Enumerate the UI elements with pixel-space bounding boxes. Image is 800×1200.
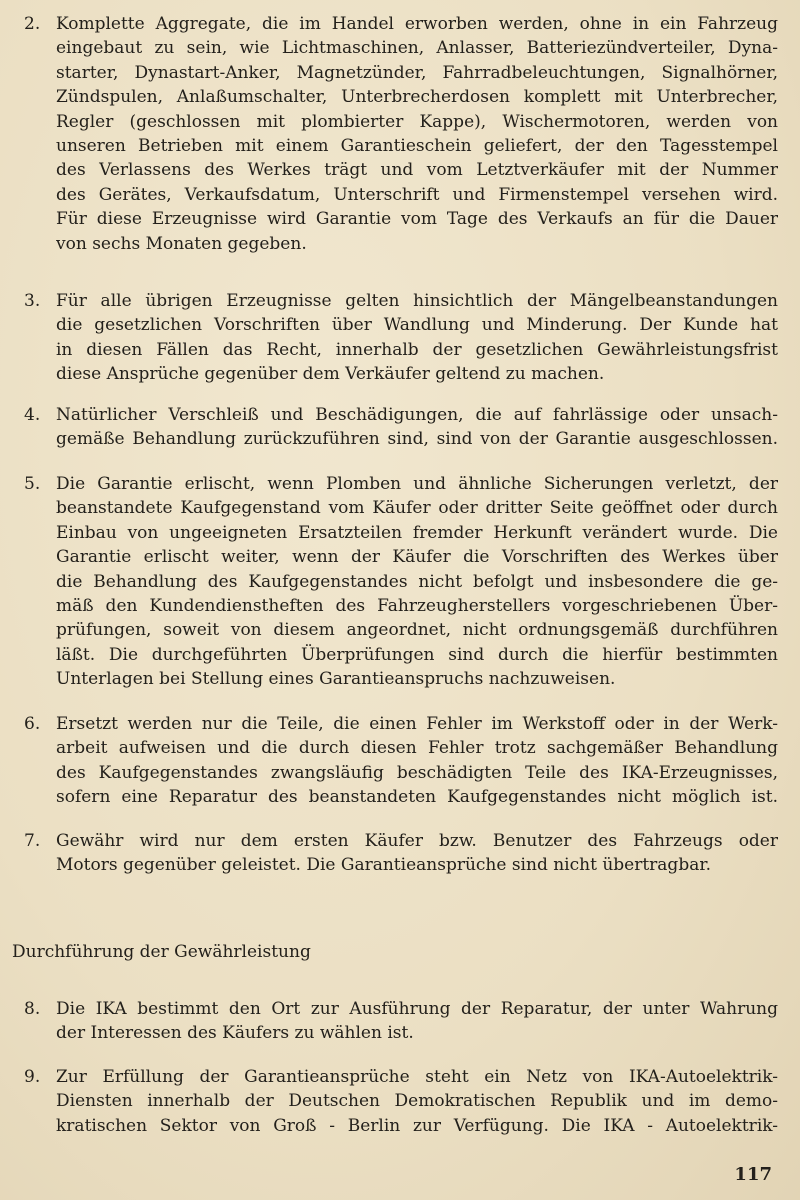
- page-number: 117: [734, 1164, 772, 1185]
- text-line: Zündspulen, Anlaßumschalter, Unterbrecherdosen komplett mit Unterbrecher,: [56, 87, 778, 108]
- text-line: prüfungen, soweit von diesem angeordnet, nicht ordnungsgemäß durchführen: [56, 620, 778, 641]
- item-number: 5.: [24, 474, 41, 494]
- text-line: in diesen Fällen das Recht, innerhalb der gesetzlichen Gewährleistungsfrist: [56, 339, 778, 360]
- text-line: Unterlagen bei Stellung eines Garantieanspruchs nachzuweisen.: [56, 669, 616, 690]
- text-line: mäß den Kundendienstheften des Fahrzeugherstellers vorgeschriebenen Über-: [56, 596, 778, 617]
- text-line: diese Ansprüche gegenüber dem Verkäufer geltend zu machen.: [56, 364, 605, 385]
- text-line: Gewähr wird nur dem ersten Käufer bzw. Benutzer des Fahrzeugs oder: [56, 831, 778, 851]
- text-line: Garantie erlischt weiter, wenn der Käufer die Vorschriften des Werkes über: [56, 547, 778, 568]
- item-number: 4.: [24, 405, 41, 425]
- list-item-3: [12, 289, 778, 387]
- text-line: Regler (geschlossen mit plombierter Kappe), Wischermotoren, werden von: [56, 111, 778, 132]
- text-line: Zur Erfüllung der Garantieansprüche steht ein Netz von IKA-Autoelektrik-: [56, 1067, 778, 1087]
- text-line: Für alle übrigen Erzeugnisse gelten hinsichtlich der Mängelbeanstandungen: [56, 291, 778, 311]
- text-line: von sechs Monaten gegeben.: [56, 233, 307, 254]
- item-number: 3.: [24, 291, 41, 311]
- text-line: Diensten innerhalb der Deutschen Demokratischen Republik und im demo-: [56, 1091, 778, 1112]
- list-item-4: [12, 403, 778, 452]
- list-item-7: [12, 829, 778, 878]
- text-line: starter, Dynastart-Anker, Magnetzünder, Fahrradbeleuchtungen, Signalhörner,: [56, 62, 778, 83]
- text-line: Motors gegenüber geleistet. Die Garantieansprüche sind nicht übertragbar.: [56, 855, 711, 876]
- text-line: die Behandlung des Kaufgegenstandes nicht befolgt und insbesondere die ge-: [56, 571, 778, 592]
- text-line: des Verlassens des Werkes trägt und vom Letztverkäufer mit der Nummer: [56, 160, 778, 181]
- text-line: Ersetzt werden nur die Teile, die einen Fehler im Werkstoff oder in der Werk-: [56, 714, 778, 734]
- text-line: Die Garantie erlischt, wenn Plomben und ähnliche Sicherungen verletzt, der: [56, 474, 778, 494]
- item-number: 9.: [24, 1067, 41, 1087]
- text-line: kratischen Sektor von Groß - Berlin zur Verfügung. Die IKA - Autoelektrik-: [56, 1115, 778, 1136]
- item-number: 6.: [24, 714, 41, 734]
- text-line: Für diese Erzeugnisse wird Garantie vom Tage des Verkaufs an für die Dauer: [56, 209, 778, 230]
- list-item-6: [12, 712, 778, 810]
- text-line: unseren Betrieben mit einem Garantieschein geliefert, der den Tagesstempel: [56, 136, 778, 157]
- text-line: arbeit aufweisen und die durch diesen Fehler trotz sachgemäßer Behandlung: [56, 738, 778, 759]
- text-line: Die IKA bestimmt den Ort zur Ausführung der Reparatur, der unter Wahrung: [56, 999, 778, 1019]
- text-line: beanstandete Kaufgegenstand vom Käufer oder dritter Seite geöffnet oder durch: [56, 498, 778, 519]
- section-heading: Durchführung der Gewährleistung: [12, 942, 311, 962]
- text-line: gemäße Behandlung zurückzuführen sind, sind von der Garantie ausgeschlossen.: [56, 429, 778, 450]
- text-line: eingebaut zu sein, wie Lichtmaschinen, Anlasser, Batteriezündverteiler, Dyna-: [56, 38, 778, 59]
- text-line: Einbau von ungeeigneten Ersatzteilen fremder Herkunft verändert wurde. Die: [56, 522, 778, 543]
- list-item-2: [12, 12, 778, 256]
- list-item-9: [12, 1065, 778, 1138]
- text-line: die gesetzlichen Vorschriften über Wandlung und Minderung. Der Kunde hat: [56, 315, 778, 336]
- text-line: läßt. Die durchgeführten Überprüfungen sind durch die hierfür bestimmten: [56, 644, 778, 665]
- item-number: 7.: [24, 831, 41, 851]
- list-item-5: [12, 472, 778, 692]
- text-line: des Gerätes, Verkaufsdatum, Unterschrift und Firmenstempel versehen wird.: [56, 184, 778, 205]
- text-line: sofern eine Reparatur des beanstandeten Kaufgegenstandes nicht möglich ist.: [56, 787, 778, 808]
- text-line: des Kaufgegenstandes zwangsläufig beschädigten Teile des IKA-Erzeugnisses,: [56, 762, 778, 783]
- text-line: der Interessen des Käufers zu wählen ist.: [56, 1023, 414, 1044]
- item-number: 2.: [24, 14, 41, 34]
- item-number: 8.: [24, 999, 41, 1019]
- text-line: Natürlicher Verschleiß und Beschädigungen, die auf fahrlässige oder unsach-: [56, 405, 778, 425]
- list-item-8: [12, 997, 778, 1046]
- text-line: Komplette Aggregate, die im Handel erworben werden, ohne in ein Fahrzeug: [56, 14, 778, 34]
